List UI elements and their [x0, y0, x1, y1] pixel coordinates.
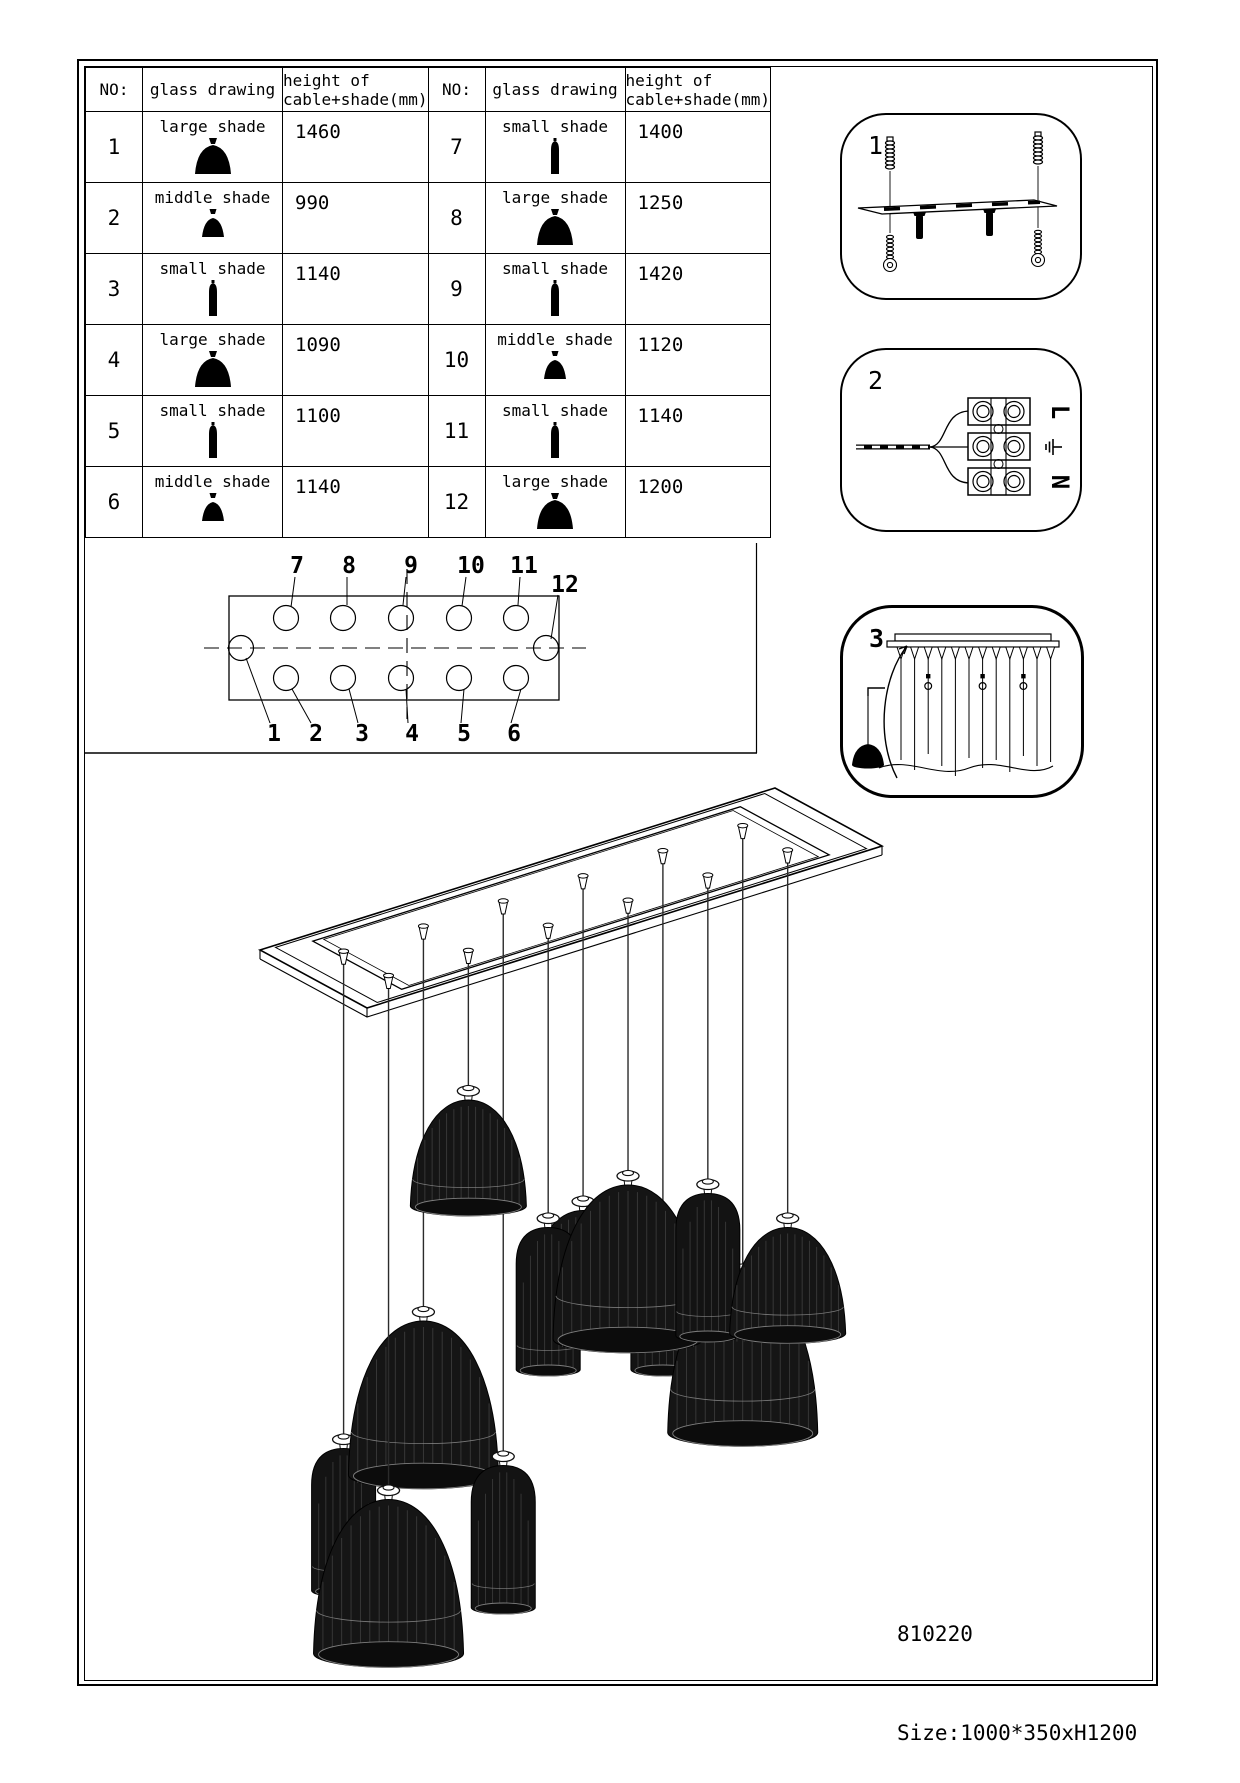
step-2-number: 2 — [868, 366, 884, 395]
canopy — [260, 788, 882, 1017]
height-value: 1140 — [625, 396, 771, 467]
table-header-row — [86, 68, 771, 112]
row-no: 8 — [428, 183, 485, 254]
pendant-7 — [314, 973, 464, 1667]
shade-type-label: large shade — [502, 472, 608, 491]
plan-label-8: 8 — [342, 553, 356, 579]
plan-label-2: 2 — [309, 721, 323, 747]
shade-type-label: small shade — [502, 259, 608, 278]
shade-type-label: large shade — [159, 330, 266, 349]
row-no: 12 — [428, 467, 485, 538]
plan-label-4: 4 — [405, 721, 419, 747]
col-header-drawing: glass drawing — [143, 68, 283, 112]
product-size: Size:1000*350xH1200 — [897, 1721, 1138, 1745]
row-no: 1 — [86, 112, 143, 183]
middle-shade-icon — [195, 492, 231, 522]
row-no: 5 — [86, 396, 143, 467]
glass-drawing-cell — [485, 183, 625, 254]
plan-label-12: 12 — [551, 572, 579, 598]
plan-hole-2 — [274, 666, 299, 691]
row-no: 11 — [428, 396, 485, 467]
pendant-1 — [312, 949, 376, 1597]
pendant-11 — [676, 873, 740, 1342]
row-no: 9 — [428, 254, 485, 325]
glass-drawing-cell — [143, 183, 283, 254]
plan-label-7: 7 — [290, 553, 304, 579]
large-shade-icon — [190, 137, 236, 175]
small-shade-icon — [547, 137, 563, 175]
plan-hole-5 — [447, 666, 472, 691]
terminal-label-neutral: N — [1046, 474, 1074, 490]
glass-drawing-cell — [143, 254, 283, 325]
glass-drawing-cell — [143, 396, 283, 467]
middle-shade-icon — [537, 350, 573, 380]
plan-label-3: 3 — [355, 721, 369, 747]
height-value: 1200 — [625, 467, 771, 538]
fixture-illustration — [0, 758, 1160, 1683]
glass-drawing-cell — [485, 254, 625, 325]
glass-drawing-cell — [485, 325, 625, 396]
pendant-12 — [730, 848, 846, 1344]
glass-drawing-cell — [485, 112, 625, 183]
plan-hole-4 — [389, 666, 414, 691]
plan-hole-6 — [504, 666, 529, 691]
wires — [930, 411, 969, 483]
row-no: 10 — [428, 325, 485, 396]
canopy-plate-rim — [887, 641, 1059, 647]
earth-symbol — [1046, 439, 1062, 455]
height-value: 1120 — [625, 325, 771, 396]
height-value: 1460 — [283, 112, 429, 183]
glass-drawing-cell — [485, 396, 625, 467]
height-value: 1420 — [625, 254, 771, 325]
plan-label-9: 9 — [404, 553, 418, 579]
row-no: 7 — [428, 112, 485, 183]
plan-hole-8 — [331, 606, 356, 631]
wall-anchors — [886, 132, 1043, 169]
plan-label-11: 11 — [510, 553, 538, 579]
table-row — [86, 254, 771, 325]
product-info — [897, 1552, 1137, 1783]
glass-drawing-cell — [143, 325, 283, 396]
col-header-no: NO: — [86, 68, 143, 112]
col-header-height — [283, 68, 429, 112]
row-no: 6 — [86, 467, 143, 538]
canopy-plate — [895, 634, 1051, 641]
col-header-height-2 — [625, 68, 771, 112]
height-value: 1140 — [283, 254, 429, 325]
small-shade-icon — [547, 421, 563, 459]
plan-hole-7 — [274, 606, 299, 631]
plan-hole-9 — [389, 606, 414, 631]
height-value: 1400 — [625, 112, 771, 183]
glass-drawing-cell — [143, 112, 283, 183]
plan-hole-3 — [331, 666, 356, 691]
middle-shade-icon — [195, 208, 231, 238]
col-header-height2-line1: height of — [625, 70, 713, 90]
shade-type-label: large shade — [159, 117, 266, 136]
plan-label-6: 6 — [507, 721, 521, 747]
height-value: 990 — [283, 183, 429, 254]
plan-hole-10 — [447, 606, 472, 631]
plan-label-1: 1 — [267, 721, 281, 747]
col-header-drawing-2: glass drawing — [485, 68, 625, 112]
col-header-height-line2: cable+shade(mm) — [283, 89, 428, 109]
large-shade-icon — [532, 208, 578, 246]
terminal-block — [968, 398, 1030, 495]
row-no: 3 — [86, 254, 143, 325]
sample-pendant — [852, 688, 885, 769]
shade-type-label: small shade — [159, 259, 266, 278]
shade-type-label: large shade — [502, 188, 608, 207]
threaded-studs — [913, 209, 996, 239]
shade-type-label: middle shade — [154, 188, 271, 207]
height-value: 1090 — [283, 325, 429, 396]
large-shade-icon — [532, 492, 578, 530]
height-value: 1140 — [283, 467, 429, 538]
mounting-screws — [884, 230, 1045, 271]
table-row — [86, 396, 771, 467]
small-shade-icon — [205, 279, 221, 317]
step-panel-2 — [840, 348, 1082, 532]
plan-label-5: 5 — [457, 721, 471, 747]
shade-type-label: small shade — [502, 401, 608, 420]
wiring-diagram — [842, 350, 1076, 526]
hanging-cables — [897, 647, 1055, 776]
glass-drawing-cell — [485, 467, 625, 538]
table-row — [86, 112, 771, 183]
plan-drawing — [204, 569, 586, 723]
plan-label-10: 10 — [457, 553, 485, 579]
height-value: 1250 — [625, 183, 771, 254]
large-shade-icon — [190, 350, 236, 388]
shade-type-label: small shade — [159, 401, 266, 420]
terminal-label-live: L — [1046, 404, 1074, 420]
height-value: 1100 — [283, 396, 429, 467]
plan-hole-11 — [504, 606, 529, 631]
table-row — [86, 467, 771, 538]
step-1-number: 1 — [868, 131, 884, 160]
plan-leader-lines-top — [291, 577, 558, 639]
row-no: 2 — [86, 183, 143, 254]
shade-type-label: middle shade — [497, 330, 613, 349]
pendant-6 — [668, 823, 818, 1446]
step-panel-1 — [840, 113, 1082, 300]
col-header-height-line1: height of — [283, 70, 370, 90]
shade-type-label: small shade — [502, 117, 608, 136]
col-header-height2-line2: cable+shade(mm) — [625, 89, 770, 109]
shade-spec-table — [85, 67, 771, 538]
table-row — [86, 183, 771, 254]
small-shade-icon — [205, 421, 221, 459]
product-code: 810220 — [897, 1622, 973, 1646]
row-no: 4 — [86, 325, 143, 396]
plan-labels — [267, 553, 579, 747]
small-shade-icon — [547, 279, 563, 317]
shade-type-label: middle shade — [154, 472, 271, 491]
step-3-number: 3 — [869, 624, 885, 653]
col-header-no-2: NO: — [428, 68, 485, 112]
glass-drawing-cell — [143, 467, 283, 538]
shade-spec-table-wrap — [85, 67, 771, 538]
table-row — [86, 325, 771, 396]
canopy-plan-view — [84, 543, 758, 757]
mounting-bar-diagram — [842, 115, 1076, 294]
